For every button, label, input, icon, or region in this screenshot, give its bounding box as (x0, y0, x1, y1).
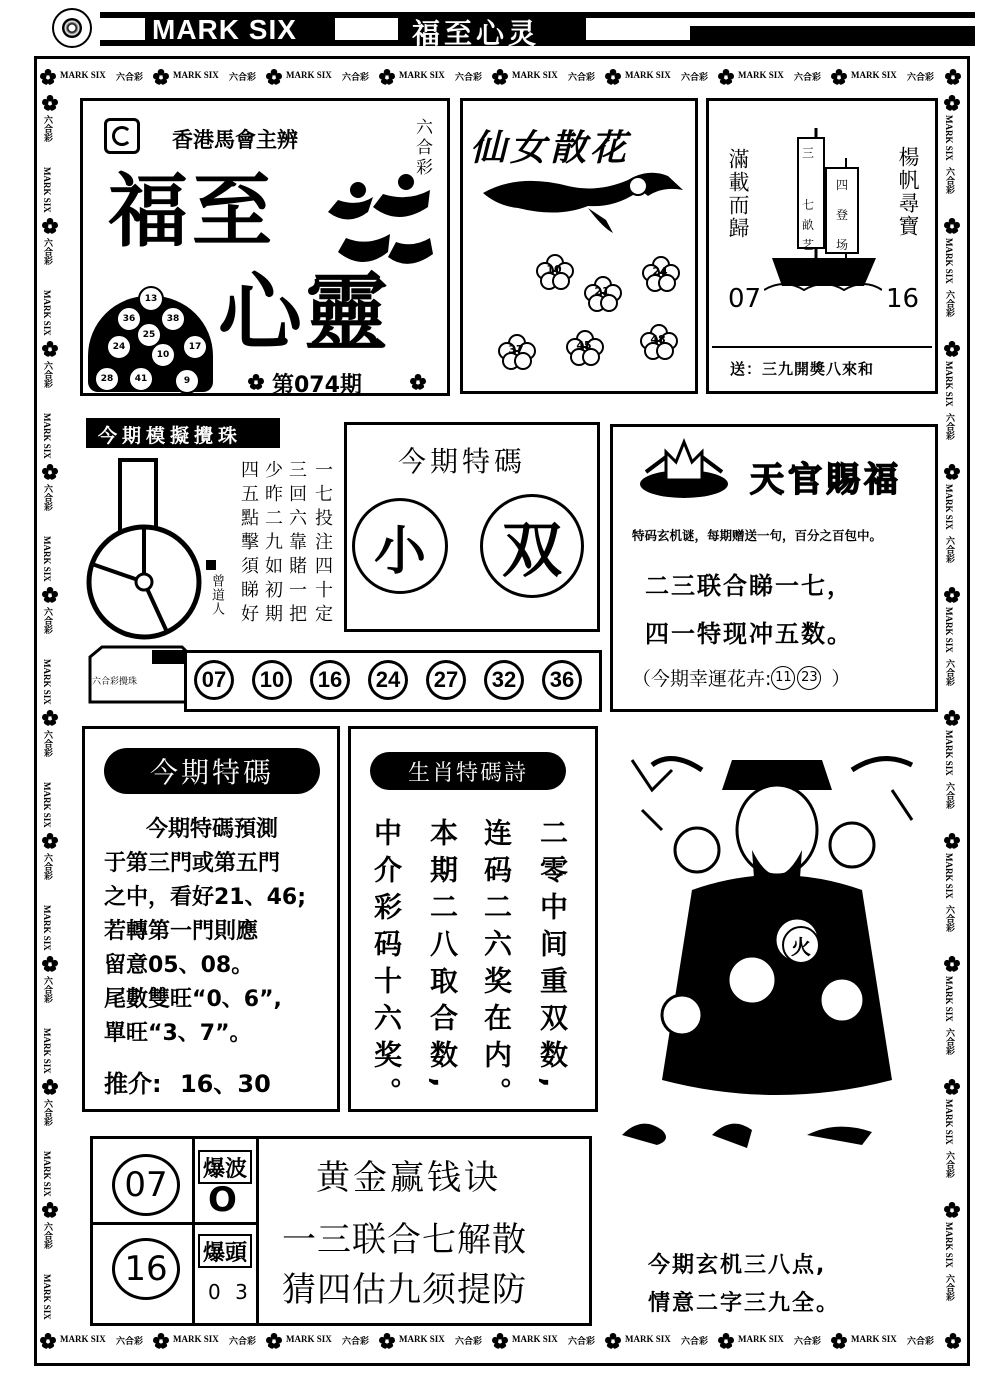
flower-icon (40, 1333, 56, 1349)
border-text-vertical: MARK SIX (944, 976, 954, 1022)
border-text-vertical: MARK SIX (42, 782, 52, 828)
bauhinia-icon (62, 18, 82, 38)
flower-badge (640, 324, 674, 354)
flower-badge (642, 256, 676, 286)
flower-icon (42, 341, 58, 357)
lucky-prefix: （今期幸運花卉: (632, 668, 772, 690)
gold-mark: O (208, 1180, 237, 1220)
flower-icon (944, 956, 960, 972)
border-text-en: MARK SIX (60, 70, 106, 80)
border-text-vertical: MARK SIX (944, 238, 954, 284)
note-square-icon (206, 560, 216, 570)
pyramid-ball: 9 (174, 368, 200, 394)
ship-divider (712, 346, 932, 348)
gold-grid-v (192, 1136, 195, 1326)
flower-icon (266, 69, 282, 85)
gold-num2-circle (112, 1238, 180, 1300)
gold-num2: 16 (124, 1249, 168, 1289)
special-left-text: 小 (373, 521, 426, 582)
main-title-top: 福至 (108, 165, 276, 258)
sail-char: 艺 (802, 238, 815, 252)
ship-right-text: 楊帆尋寶 (896, 146, 920, 238)
result-ball (368, 660, 408, 700)
flower-icon (944, 341, 960, 357)
border-text-vertical: MARK SIX (42, 1028, 52, 1074)
border-text-vertical: 六合彩 (945, 905, 955, 932)
ship-num-left: 07 (728, 284, 762, 314)
organizer-text: 香港馬會主辨 (172, 127, 298, 152)
flower-icon (492, 69, 508, 85)
flower-icon (945, 1333, 961, 1349)
gold-num1-circle (112, 1154, 180, 1216)
gold-label2-bg (198, 1234, 252, 1268)
result-ball (542, 660, 582, 700)
flower-number: 37 (508, 343, 524, 356)
ball-pyramid (88, 282, 213, 392)
deity-illustration-icon (612, 730, 938, 1150)
flower-icon (42, 218, 58, 234)
pyramid-ball: 10 (150, 342, 176, 368)
border-text-en: MARK SIX (625, 70, 671, 80)
recommend-label: 推介: (104, 1070, 162, 1098)
special-title: 今期特碼 (398, 445, 527, 478)
border-text-vertical: MARK SIX (42, 290, 52, 336)
forecast-title-pill (104, 748, 320, 794)
border-text-vertical: 六合彩 (43, 607, 53, 634)
flower-icon (379, 1333, 395, 1349)
border-text-vertical: MARK SIX (944, 853, 954, 899)
border-text-vertical: 六合彩 (945, 413, 955, 440)
border-text-vertical: MARK SIX (944, 607, 954, 653)
border-text-en: MARK SIX (512, 1334, 558, 1344)
border-text-cn: 六合彩 (342, 1336, 370, 1346)
flower-icon (42, 1079, 58, 1095)
border-right (940, 95, 964, 1325)
flower-icon (248, 374, 264, 390)
border-text-vertical: MARK SIX (42, 413, 52, 459)
flower-badge (584, 276, 618, 306)
deity-line2: 情意二字三九全。 (648, 1291, 841, 1316)
flower-icon (718, 1333, 734, 1349)
special-right-text: 双 (502, 516, 562, 586)
flower-icon (379, 69, 395, 85)
flower-icon (42, 464, 58, 480)
flower-icon (42, 710, 58, 726)
border-text-en: MARK SIX (851, 70, 897, 80)
forecast-line: 尾數雙旺“0、6”, (104, 987, 282, 1012)
simulate-poem-col: 一七投注四十定 (312, 460, 333, 628)
border-text-cn: 六合彩 (568, 1336, 596, 1346)
border-text-vertical: 六合彩 (43, 853, 53, 880)
border-text-vertical: 六合彩 (945, 782, 955, 809)
flower-icon (410, 374, 426, 390)
simulate-note: 曾道人 (209, 574, 224, 616)
pyramid-ball: 24 (106, 334, 132, 360)
border-text-vertical: 六合彩 (43, 976, 53, 1003)
border-text-en: MARK SIX (738, 70, 784, 80)
forecast-line: 之中，看好21、46; (104, 885, 307, 910)
flower-number: 48 (650, 333, 666, 346)
border-bottom (40, 1330, 965, 1354)
flower-icon (944, 1079, 960, 1095)
border-top (40, 66, 965, 90)
result-ball (252, 660, 292, 700)
flower-icon (944, 710, 960, 726)
flower-icon (42, 95, 58, 111)
border-text-vertical: MARK SIX (42, 536, 52, 582)
border-text-vertical: 六合彩 (945, 1028, 955, 1055)
gold-grid-v2 (256, 1136, 259, 1326)
forecast-line: 單旺“3、7”。 (104, 1021, 252, 1046)
flower-badge (536, 254, 570, 284)
flower-icon (944, 1202, 960, 1218)
flower-icon (266, 1333, 282, 1349)
flower-icon (944, 218, 960, 234)
zodiac-poem-col: 连码二六奖在内。 (480, 818, 513, 1114)
flower-icon (42, 833, 58, 849)
flower-icon (831, 69, 847, 85)
border-text-cn: 六合彩 (907, 72, 935, 82)
pyramid-ball: 28 (94, 366, 120, 392)
zodiac-title: 生肖特碼詩 (407, 760, 528, 786)
gold-label1: 爆波 (202, 1156, 247, 1182)
flower-icon (153, 1333, 169, 1349)
border-text-vertical: MARK SIX (42, 1151, 52, 1197)
heaven-desc: 特码玄机谜，每期赠送一句，百分之百包中。 (632, 528, 883, 543)
machine-label: 六合彩攪珠 (92, 677, 138, 687)
lucky-num-1: 11 (771, 666, 795, 690)
border-text-vertical: 六合彩 (945, 290, 955, 317)
flower-icon (605, 1333, 621, 1349)
deity-line1: 今期玄机三八点, (648, 1253, 827, 1278)
border-text-cn: 六合彩 (681, 1336, 709, 1346)
border-text-cn: 六合彩 (568, 72, 596, 82)
border-text-vertical: 六合彩 (43, 730, 53, 757)
border-text-cn: 六合彩 (116, 1336, 144, 1346)
border-text-en: MARK SIX (173, 70, 219, 80)
flower-icon (40, 69, 56, 85)
border-text-vertical: MARK SIX (944, 1099, 954, 1145)
pyramid-ball: 17 (182, 334, 208, 360)
border-text-cn: 六合彩 (794, 72, 822, 82)
header-title: 福至心灵 (412, 18, 541, 49)
heaven-line1: 二三联合睇一七， (645, 572, 853, 600)
border-text-en: MARK SIX (625, 1334, 671, 1344)
special-right-circle (480, 494, 584, 598)
sail-char: 登 (836, 208, 849, 222)
border-text-cn: 六合彩 (907, 1336, 935, 1346)
sail-char: 三 (802, 146, 815, 160)
flower-icon (944, 587, 960, 603)
flower-icon (42, 956, 58, 972)
border-text-cn: 六合彩 (455, 72, 483, 82)
zodiac-title-pill (370, 752, 566, 790)
forecast-line: 今期特碼預測 (146, 817, 279, 842)
flower-icon (944, 95, 960, 111)
main-title-bottom: 心靈 (218, 264, 391, 362)
border-text-vertical: 六合彩 (945, 659, 955, 686)
border-text-vertical: 六合彩 (43, 484, 53, 511)
border-text-cn: 六合彩 (342, 72, 370, 82)
gold-line2: 猜四估九须提防 (282, 1270, 527, 1310)
border-text-en: MARK SIX (512, 70, 558, 80)
gold-ingot-icon (318, 172, 438, 282)
forecast-title: 今期特碼 (149, 756, 274, 789)
header-bar-right (690, 26, 975, 40)
fairy-figure-icon (478, 168, 690, 238)
border-text-cn: 六合彩 (229, 1336, 257, 1346)
border-text-vertical: 六合彩 (945, 1151, 955, 1178)
zodiac-poem-col: 本期二八取合数, (426, 818, 459, 1097)
border-text-en: MARK SIX (738, 1334, 784, 1344)
simulate-title: 今期模擬攪珠 (98, 425, 243, 447)
forecast-line: 若轉第一門則應 (104, 919, 259, 944)
lucky-num-2: 23 (797, 666, 821, 690)
border-text-vertical: MARK SIX (944, 115, 954, 161)
border-text-vertical: 六合彩 (43, 238, 53, 265)
simulate-poem-col: 三回六靠賭一把 (286, 460, 307, 628)
sailboat-icon (764, 118, 882, 298)
border-text-vertical: MARK SIX (42, 1274, 52, 1320)
ship-gift: 送：三九開獎八來和 (730, 360, 875, 378)
border-text-vertical: 六合彩 (43, 115, 53, 142)
sail-char: 场 (836, 238, 849, 252)
zodiac-poem-col: 中介彩码十六奖。 (370, 818, 403, 1114)
border-text-vertical: 六合彩 (43, 1222, 53, 1249)
issue-label: 第074期 (272, 373, 362, 398)
forecast-line: 于第三門或第五門 (104, 851, 281, 876)
border-text-en: MARK SIX (851, 1334, 897, 1344)
simulate-poem-col: 四五點擊須睇好 (238, 460, 259, 628)
flower-badge (498, 334, 532, 364)
heaven-palace-icon (636, 432, 732, 502)
heaven-line2: 四一特现冲五数。 (645, 620, 853, 648)
flower-number: 10 (546, 263, 562, 276)
border-text-cn: 六合彩 (794, 1336, 822, 1346)
gold-num1: 07 (124, 1165, 168, 1205)
fairy-title: 仙女散花 (470, 127, 631, 169)
flower-badge (566, 330, 600, 360)
border-text-vertical: 六合彩 (945, 536, 955, 563)
border-text-en: MARK SIX (60, 1334, 106, 1344)
flower-icon (605, 69, 621, 85)
gold-label1-bg (198, 1150, 252, 1184)
result-ball-number: 27 (429, 663, 463, 697)
result-ball-number: 16 (313, 663, 347, 697)
gold-title: 黄金赢钱诀 (316, 1158, 501, 1198)
heaven-lucky (632, 664, 850, 691)
result-ball (426, 660, 466, 700)
flower-icon (42, 587, 58, 603)
result-ball-number: 24 (371, 663, 405, 697)
ship-left-text: 滿載而歸 (726, 148, 750, 240)
border-text-en: MARK SIX (399, 1334, 445, 1344)
gold-digits: 0 3 (208, 1280, 252, 1304)
forecast-line: 留意05、08。 (104, 953, 254, 978)
header-logo (52, 8, 92, 48)
border-left (38, 95, 62, 1325)
border-text-en: MARK SIX (399, 70, 445, 80)
flower-icon (718, 69, 734, 85)
result-ball-number: 36 (545, 663, 579, 697)
result-ball (484, 660, 524, 700)
border-text-vertical: 六合彩 (43, 1099, 53, 1126)
result-ball-number: 10 (255, 663, 289, 697)
zodiac-poem-col: 二零中间重双数, (536, 818, 569, 1097)
gold-label2: 爆頭 (202, 1240, 247, 1266)
flower-icon (944, 833, 960, 849)
result-ball (310, 660, 350, 700)
sail-char: 四 (836, 178, 849, 192)
border-text-vertical: 六合彩 (945, 1274, 955, 1301)
hkjc-logo-icon (104, 118, 140, 154)
border-text-en: MARK SIX (173, 1334, 219, 1344)
lottery-vertical-text: 六合彩 (412, 118, 432, 178)
border-text-vertical: MARK SIX (42, 905, 52, 951)
border-text-vertical: MARK SIX (944, 730, 954, 776)
flower-number: 24 (652, 265, 668, 278)
border-text-en: MARK SIX (286, 1334, 332, 1344)
sail-char: 七 (802, 198, 815, 212)
heaven-title: 天官賜福 (750, 460, 902, 500)
border-text-vertical: MARK SIX (42, 167, 52, 213)
flower-icon (944, 464, 960, 480)
border-text-vertical: 六合彩 (43, 361, 53, 388)
result-ball-number: 32 (487, 663, 521, 697)
pyramid-ball: 38 (160, 306, 186, 332)
border-text-cn: 六合彩 (455, 1336, 483, 1346)
border-text-vertical: MARK SIX (944, 1222, 954, 1268)
flower-icon (492, 1333, 508, 1349)
border-text-cn: 六合彩 (116, 72, 144, 82)
pyramid-ball: 25 (136, 322, 162, 348)
result-ball (194, 660, 234, 700)
pyramid-ball: 36 (116, 306, 142, 332)
border-text-vertical: MARK SIX (944, 484, 954, 530)
ship-num-right: 16 (886, 284, 920, 314)
flower-number: 21 (594, 285, 610, 298)
border-text-cn: 六合彩 (229, 72, 257, 82)
gold-line1: 一三联合七解散 (282, 1220, 527, 1260)
result-ball-number: 07 (197, 663, 231, 697)
deity-fire-badge (782, 926, 820, 964)
pyramid-ball: 41 (128, 366, 154, 392)
recommend (104, 1064, 271, 1099)
flower-icon (831, 1333, 847, 1349)
deity-fire-text: 火 (791, 934, 811, 959)
simulate-poem-col: 少昨二九如初期 (262, 460, 283, 628)
flower-icon (945, 69, 961, 85)
border-text-en: MARK SIX (286, 70, 332, 80)
recommend-value: 16、30 (179, 1070, 271, 1098)
special-left-circle (352, 498, 448, 594)
fairy-flowers (460, 240, 698, 370)
border-text-vertical: 六合彩 (945, 167, 955, 194)
gold-grid-h (90, 1222, 258, 1225)
border-text-vertical: MARK SIX (944, 361, 954, 407)
border-text-vertical: MARK SIX (42, 659, 52, 705)
header-brand: MARK SIX (152, 14, 297, 45)
sail-char: 畝 (802, 218, 815, 232)
lucky-suffix: ） (831, 668, 851, 690)
border-text-cn: 六合彩 (681, 72, 709, 82)
flower-icon (42, 1202, 58, 1218)
pyramid-ball: 13 (138, 286, 164, 312)
flower-icon (153, 69, 169, 85)
flower-number: 45 (576, 339, 592, 352)
